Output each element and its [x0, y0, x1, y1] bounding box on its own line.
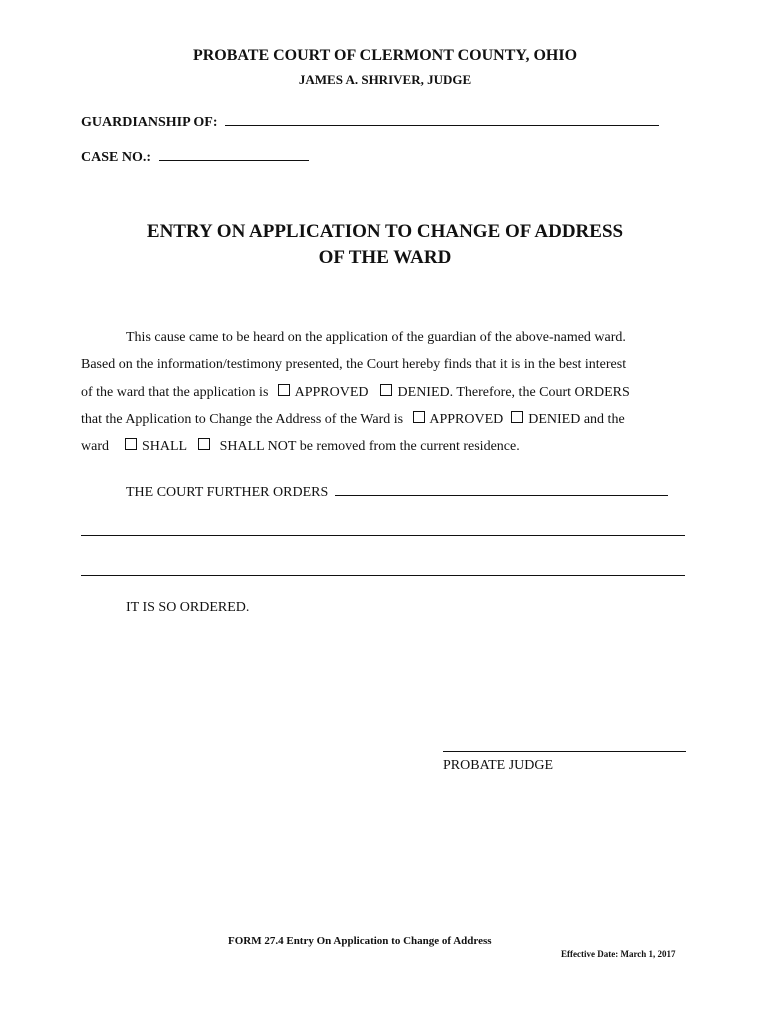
- shall-not-label: SHALL NOT be removed from the current residence.: [219, 439, 520, 454]
- change-denied-label: DENIED and the: [528, 412, 625, 427]
- ward-text: ward: [81, 439, 109, 454]
- shall-label: SHALL: [142, 439, 187, 454]
- guardianship-field[interactable]: [225, 112, 659, 126]
- further-orders-label: THE COURT FURTHER ORDERS: [126, 485, 329, 500]
- probate-judge-label: PROBATE JUDGE: [443, 758, 554, 773]
- change-approved-checkbox[interactable]: [413, 411, 425, 423]
- body-line-3: [81, 384, 630, 401]
- body-line-4: [81, 411, 625, 428]
- shall-checkbox[interactable]: [125, 438, 137, 450]
- effective-date: Effective Date: March 1, 2017: [561, 949, 676, 959]
- guardianship-row: [81, 112, 659, 131]
- guardianship-label: GUARDIANSHIP OF:: [81, 115, 218, 130]
- further-orders-line-2[interactable]: [81, 575, 685, 576]
- document-title: [0, 219, 770, 271]
- change-denied-checkbox[interactable]: [511, 411, 523, 423]
- case-no-label: CASE NO.:: [81, 150, 152, 165]
- so-ordered-text: IT IS SO ORDERED.: [126, 600, 250, 615]
- application-approved-label: APPROVED: [294, 385, 369, 400]
- change-approved-label: APPROVED: [429, 412, 504, 427]
- body-line-4-text: that the Application to Change the Address of the Ward is: [81, 412, 404, 427]
- body-line-5: [81, 438, 520, 455]
- further-orders-line-1[interactable]: [81, 535, 685, 536]
- title-line-2: OF THE WARD: [318, 247, 452, 268]
- judge-name: JAMES A. SHRIVER, JUDGE: [298, 72, 472, 87]
- form-number: FORM 27.4 Entry On Application to Change of Address: [228, 935, 492, 947]
- further-orders-field[interactable]: [335, 482, 668, 496]
- case-no-field[interactable]: [159, 147, 309, 161]
- body-line-3-text: of the ward that the application is: [81, 385, 269, 400]
- body-line-2: Based on the information/testimony presented, the Court hereby finds that it is in the best interest: [81, 357, 627, 372]
- title-line-1: ENTRY ON APPLICATION TO CHANGE OF ADDRESS: [146, 221, 624, 242]
- court-name: PROBATE COURT OF CLERMONT COUNTY, OHIO: [192, 47, 578, 64]
- further-orders-row: [126, 482, 668, 501]
- body-line-1: This cause came to be heard on the application of the guardian of the above-named ward.: [126, 330, 626, 345]
- application-denied-label: DENIED. Therefore, the Court ORDERS: [397, 385, 630, 400]
- case-no-row: [81, 147, 309, 166]
- signature-line[interactable]: [443, 751, 686, 752]
- application-approved-checkbox[interactable]: [278, 384, 290, 396]
- application-denied-checkbox[interactable]: [380, 384, 392, 396]
- shall-not-checkbox[interactable]: [198, 438, 210, 450]
